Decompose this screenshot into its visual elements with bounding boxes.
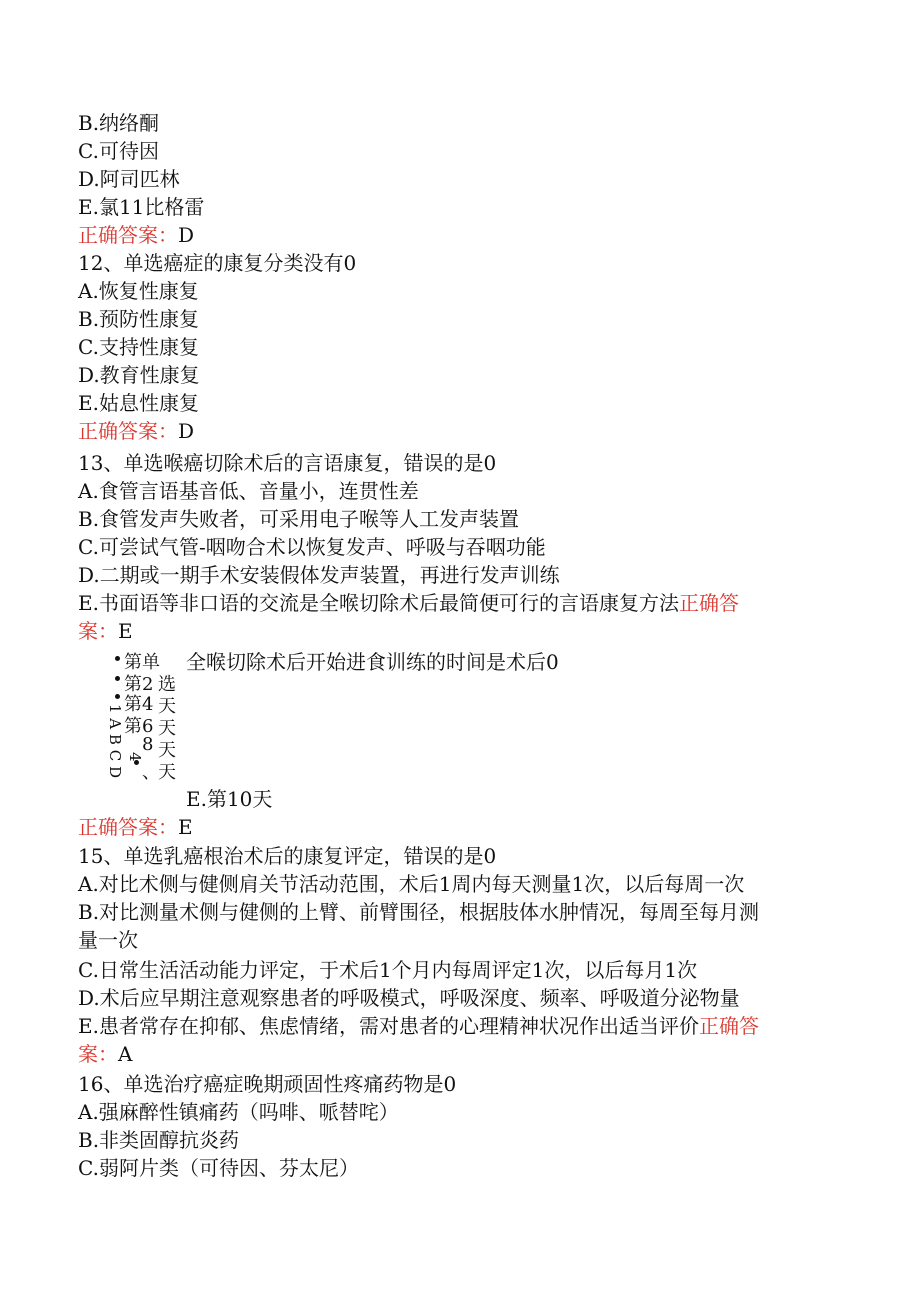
q16-stem: 16、单选治疗癌症晚期顽固性疼痛药物是0 <box>78 1072 457 1096</box>
q13-option-c: C.可尝试气管-咽吻合术以恢复发声、呼吸与吞咽功能 <box>78 535 546 559</box>
answer-label: 正确答 <box>698 1014 759 1038</box>
answer-label: 案： <box>78 1042 118 1066</box>
q13-option-a: A.食管言语基音低、音量小，连贯性差 <box>78 479 419 503</box>
garbled-rotated-text: 4 <box>126 752 144 762</box>
q12-option-c: C.支持性康复 <box>78 335 199 359</box>
q15-option-c: C.日常生活活动能力评定，于术后1个月内每周评定1次，以后每月1次 <box>78 958 698 982</box>
garbled-text: 天 <box>158 718 176 739</box>
garbled-text: 天 <box>158 696 176 717</box>
answer-value: E <box>178 815 193 839</box>
q12-answer <box>78 417 194 445</box>
option-text: E.患者常存在抑郁、焦虑情绪，需对患者的心理精神状况作出适当评价 <box>78 1014 699 1038</box>
bullet-dot <box>115 694 120 699</box>
q11-option-b: B.纳络酮 <box>78 111 160 135</box>
answer-value: D <box>178 223 195 247</box>
bullet-dot <box>115 676 120 681</box>
q13-option-d: D.二期或一期手术安装假体发声装置，再进行发声训练 <box>78 563 560 587</box>
q15-option-a: A.对比术侧与健侧肩关节活动范围，术后1周内每天测量1次，以后每周一次 <box>78 872 745 896</box>
q12-option-a: A.恢复性康复 <box>78 279 199 303</box>
garbled-text: 第单 <box>124 652 160 673</box>
answer-label: 正确答 <box>678 591 739 615</box>
q15-option-e <box>78 1012 759 1040</box>
q13-option-e <box>78 589 739 617</box>
q11-answer <box>78 221 194 249</box>
garbled-text: 第2 <box>124 674 154 695</box>
answer-label: 正确答案： <box>78 223 178 247</box>
garbled-text: 天 <box>158 740 176 761</box>
q15-option-b-cont: 量一次 <box>78 928 138 952</box>
garbled-text: 天 <box>158 762 176 783</box>
q13-option-b: B.食管发声失败者，可采用电子喉等人工发声装置 <box>78 507 520 531</box>
bullet-dot <box>115 656 120 661</box>
garbled-text: 第6 <box>124 716 154 737</box>
q11-option-e: E.氯11比格雷 <box>78 195 205 219</box>
q16-option-c: C.弱阿片类（可待因、芬太尼） <box>78 1156 359 1180</box>
q12-option-e: E.姑息性康复 <box>78 391 199 415</box>
q11-option-d: D.阿司匹林 <box>78 167 180 191</box>
answer-value: A <box>118 1042 133 1066</box>
q14-garbled-options <box>90 648 180 788</box>
q14-option-e: E.第10天 <box>186 787 273 811</box>
option-text: E.书面语等非口语的交流是全喉切除术后最简便可行的言语康复方法 <box>78 591 679 615</box>
q14-stem: 全喉切除术后开始进食训练的时间是术后0 <box>186 650 559 674</box>
q16-option-b: B.非类固醇抗炎药 <box>78 1128 240 1152</box>
answer-value: E <box>118 619 133 643</box>
q12-stem: 12、单选癌症的康复分类没有0 <box>78 251 357 275</box>
garbled-text: 、 <box>142 762 160 783</box>
q15-answer <box>78 1040 132 1068</box>
q16-option-a: A.强麻醉性镇痛药（吗啡、哌替咤） <box>78 1100 399 1124</box>
answer-value: D <box>178 419 195 443</box>
q13-stem: 13、单选喉癌切除术后的言语康复，错误的是0 <box>78 451 497 475</box>
q13-answer <box>78 617 133 645</box>
garbled-text: 选 <box>158 674 176 695</box>
answer-label: 正确答案： <box>78 419 178 443</box>
q11-option-c: C.可待因 <box>78 139 159 163</box>
garbled-rotated-text: 1 A B C D <box>106 704 124 778</box>
garbled-text: 第4 <box>124 694 154 715</box>
q12-option-b: B.预防性康复 <box>78 307 200 331</box>
q15-option-b: B.对比测量术侧与健侧的上臂、前臂围径，根据肢体水肿情况，每周至每月测 <box>78 900 760 924</box>
garbled-text: 8 <box>142 734 154 755</box>
q15-option-d: D.术后应早期注意观察患者的呼吸模式，呼吸深度、频率、呼吸道分泌物量 <box>78 986 740 1010</box>
q14-answer <box>78 813 193 841</box>
q12-option-d: D.教育性康复 <box>78 363 200 387</box>
answer-label: 正确答案： <box>78 815 178 839</box>
answer-label: 案： <box>78 619 118 643</box>
q15-stem: 15、单选乳癌根治术后的康复评定，错误的是0 <box>78 844 497 868</box>
